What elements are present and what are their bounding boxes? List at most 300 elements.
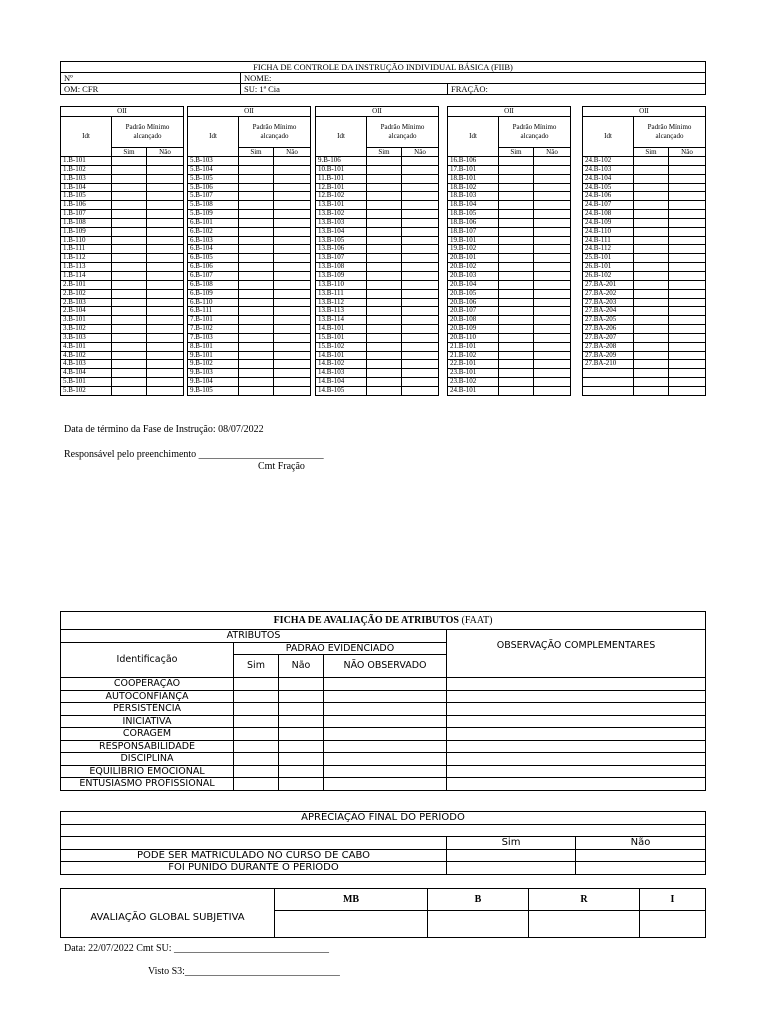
oii-sim-cell[interactable] xyxy=(367,245,402,254)
faat-observacao-cell[interactable] xyxy=(447,728,706,741)
oii-sim-cell[interactable] xyxy=(112,333,147,342)
oii-nao-cell[interactable] xyxy=(402,254,439,263)
oii-sim-cell[interactable] xyxy=(634,192,669,201)
faat-nao-observado-cell[interactable] xyxy=(324,678,447,691)
oii-nao-cell[interactable] xyxy=(669,307,706,316)
oii-sim-cell[interactable] xyxy=(367,236,402,245)
oii-sim-cell[interactable] xyxy=(634,165,669,174)
oii-sim-cell[interactable] xyxy=(239,298,274,307)
oii-sim-cell[interactable] xyxy=(634,378,669,387)
r-cell[interactable] xyxy=(529,911,640,938)
oii-nao-cell[interactable] xyxy=(669,174,706,183)
oii-sim-cell[interactable] xyxy=(112,183,147,192)
oii-sim-cell[interactable] xyxy=(367,271,402,280)
oii-nao-cell[interactable] xyxy=(147,325,184,334)
oii-sim-cell[interactable] xyxy=(367,174,402,183)
matriculado-sim-cell[interactable] xyxy=(447,849,576,862)
oii-sim-cell[interactable] xyxy=(239,157,274,166)
oii-nao-cell[interactable] xyxy=(669,157,706,166)
oii-nao-cell[interactable] xyxy=(402,174,439,183)
oii-nao-cell[interactable] xyxy=(147,218,184,227)
oii-nao-cell[interactable] xyxy=(669,210,706,219)
oii-sim-cell[interactable] xyxy=(367,298,402,307)
oii-sim-cell[interactable] xyxy=(499,192,534,201)
oii-nao-cell[interactable] xyxy=(534,254,571,263)
oii-nao-cell[interactable] xyxy=(147,210,184,219)
oii-sim-cell[interactable] xyxy=(112,218,147,227)
faat-nao-observado-cell[interactable] xyxy=(324,690,447,703)
oii-sim-cell[interactable] xyxy=(499,298,534,307)
oii-sim-cell[interactable] xyxy=(367,333,402,342)
faat-observacao-cell[interactable] xyxy=(447,753,706,766)
faat-observacao-cell[interactable] xyxy=(447,740,706,753)
oii-nao-cell[interactable] xyxy=(669,192,706,201)
oii-sim-cell[interactable] xyxy=(239,351,274,360)
oii-nao-cell[interactable] xyxy=(147,307,184,316)
oii-sim-cell[interactable] xyxy=(499,227,534,236)
oii-nao-cell[interactable] xyxy=(147,227,184,236)
faat-observacao-cell[interactable] xyxy=(447,678,706,691)
oii-sim-cell[interactable] xyxy=(112,307,147,316)
oii-nao-cell[interactable] xyxy=(534,174,571,183)
oii-nao-cell[interactable] xyxy=(274,236,311,245)
oii-nao-cell[interactable] xyxy=(147,254,184,263)
oii-sim-cell[interactable] xyxy=(634,174,669,183)
oii-nao-cell[interactable] xyxy=(147,351,184,360)
mb-cell[interactable] xyxy=(275,911,428,938)
oii-sim-cell[interactable] xyxy=(634,280,669,289)
oii-nao-cell[interactable] xyxy=(402,298,439,307)
oii-nao-cell[interactable] xyxy=(402,289,439,298)
faat-nao-cell[interactable] xyxy=(279,678,324,691)
oii-sim-cell[interactable] xyxy=(499,378,534,387)
faat-nao-cell[interactable] xyxy=(279,728,324,741)
oii-sim-cell[interactable] xyxy=(367,378,402,387)
oii-nao-cell[interactable] xyxy=(274,174,311,183)
oii-nao-cell[interactable] xyxy=(534,183,571,192)
faat-sim-cell[interactable] xyxy=(234,753,279,766)
oii-sim-cell[interactable] xyxy=(239,174,274,183)
oii-sim-cell[interactable] xyxy=(112,210,147,219)
oii-nao-cell[interactable] xyxy=(669,165,706,174)
oii-sim-cell[interactable] xyxy=(239,289,274,298)
oii-sim-cell[interactable] xyxy=(112,378,147,387)
oii-sim-cell[interactable] xyxy=(499,351,534,360)
oii-sim-cell[interactable] xyxy=(634,245,669,254)
oii-nao-cell[interactable] xyxy=(274,351,311,360)
oii-nao-cell[interactable] xyxy=(534,165,571,174)
oii-sim-cell[interactable] xyxy=(499,218,534,227)
oii-nao-cell[interactable] xyxy=(669,298,706,307)
oii-sim-cell[interactable] xyxy=(112,360,147,369)
oii-nao-cell[interactable] xyxy=(274,210,311,219)
fracao-field[interactable]: FRAÇÃO: xyxy=(448,84,706,95)
oii-sim-cell[interactable] xyxy=(112,280,147,289)
oii-nao-cell[interactable] xyxy=(274,316,311,325)
faat-nao-cell[interactable] xyxy=(279,715,324,728)
oii-nao-cell[interactable] xyxy=(534,227,571,236)
faat-nao-observado-cell[interactable] xyxy=(324,740,447,753)
oii-nao-cell[interactable] xyxy=(147,289,184,298)
oii-sim-cell[interactable] xyxy=(112,316,147,325)
oii-nao-cell[interactable] xyxy=(402,280,439,289)
oii-nao-cell[interactable] xyxy=(402,369,439,378)
oii-nao-cell[interactable] xyxy=(669,360,706,369)
faat-nao-cell[interactable] xyxy=(279,690,324,703)
oii-sim-cell[interactable] xyxy=(239,227,274,236)
faat-observacao-cell[interactable] xyxy=(447,690,706,703)
oii-nao-cell[interactable] xyxy=(534,342,571,351)
oii-sim-cell[interactable] xyxy=(239,369,274,378)
oii-nao-cell[interactable] xyxy=(147,386,184,395)
oii-nao-cell[interactable] xyxy=(669,342,706,351)
oii-sim-cell[interactable] xyxy=(112,386,147,395)
faat-observacao-cell[interactable] xyxy=(447,778,706,791)
oii-nao-cell[interactable] xyxy=(274,201,311,210)
oii-nao-cell[interactable] xyxy=(534,369,571,378)
oii-nao-cell[interactable] xyxy=(274,271,311,280)
oii-nao-cell[interactable] xyxy=(274,307,311,316)
oii-nao-cell[interactable] xyxy=(402,316,439,325)
oii-nao-cell[interactable] xyxy=(402,351,439,360)
oii-sim-cell[interactable] xyxy=(634,360,669,369)
oii-sim-cell[interactable] xyxy=(499,236,534,245)
oii-nao-cell[interactable] xyxy=(534,271,571,280)
oii-nao-cell[interactable] xyxy=(147,342,184,351)
oii-nao-cell[interactable] xyxy=(402,342,439,351)
oii-sim-cell[interactable] xyxy=(499,183,534,192)
oii-sim-cell[interactable] xyxy=(239,192,274,201)
faat-nao-cell[interactable] xyxy=(279,778,324,791)
oii-sim-cell[interactable] xyxy=(112,254,147,263)
oii-nao-cell[interactable] xyxy=(534,245,571,254)
oii-nao-cell[interactable] xyxy=(147,369,184,378)
oii-sim-cell[interactable] xyxy=(634,263,669,272)
oii-sim-cell[interactable] xyxy=(499,280,534,289)
oii-sim-cell[interactable] xyxy=(634,298,669,307)
oii-sim-cell[interactable] xyxy=(634,210,669,219)
oii-nao-cell[interactable] xyxy=(402,236,439,245)
oii-sim-cell[interactable] xyxy=(634,351,669,360)
oii-nao-cell[interactable] xyxy=(669,227,706,236)
oii-nao-cell[interactable] xyxy=(669,378,706,387)
faat-nao-observado-cell[interactable] xyxy=(324,778,447,791)
oii-nao-cell[interactable] xyxy=(147,263,184,272)
oii-sim-cell[interactable] xyxy=(499,360,534,369)
oii-sim-cell[interactable] xyxy=(112,236,147,245)
oii-sim-cell[interactable] xyxy=(499,271,534,280)
oii-nao-cell[interactable] xyxy=(274,386,311,395)
oii-nao-cell[interactable] xyxy=(534,386,571,395)
oii-sim-cell[interactable] xyxy=(112,289,147,298)
oii-nao-cell[interactable] xyxy=(534,263,571,272)
oii-nao-cell[interactable] xyxy=(274,325,311,334)
nome-field[interactable]: NOME: xyxy=(241,73,706,84)
oii-sim-cell[interactable] xyxy=(499,201,534,210)
oii-nao-cell[interactable] xyxy=(274,157,311,166)
oii-sim-cell[interactable] xyxy=(239,360,274,369)
oii-nao-cell[interactable] xyxy=(274,280,311,289)
oii-nao-cell[interactable] xyxy=(534,236,571,245)
faat-nao-observado-cell[interactable] xyxy=(324,715,447,728)
oii-nao-cell[interactable] xyxy=(274,289,311,298)
faat-nao-cell[interactable] xyxy=(279,740,324,753)
oii-sim-cell[interactable] xyxy=(367,192,402,201)
oii-nao-cell[interactable] xyxy=(669,245,706,254)
oii-nao-cell[interactable] xyxy=(147,280,184,289)
oii-nao-cell[interactable] xyxy=(402,333,439,342)
oii-nao-cell[interactable] xyxy=(534,351,571,360)
faat-sim-cell[interactable] xyxy=(234,703,279,716)
oii-nao-cell[interactable] xyxy=(402,307,439,316)
oii-nao-cell[interactable] xyxy=(534,289,571,298)
oii-sim-cell[interactable] xyxy=(239,236,274,245)
oii-nao-cell[interactable] xyxy=(147,183,184,192)
oii-nao-cell[interactable] xyxy=(669,263,706,272)
oii-sim-cell[interactable] xyxy=(634,342,669,351)
oii-nao-cell[interactable] xyxy=(669,316,706,325)
oii-sim-cell[interactable] xyxy=(367,360,402,369)
oii-sim-cell[interactable] xyxy=(499,307,534,316)
oii-sim-cell[interactable] xyxy=(112,342,147,351)
oii-nao-cell[interactable] xyxy=(402,201,439,210)
oii-nao-cell[interactable] xyxy=(147,157,184,166)
oii-sim-cell[interactable] xyxy=(239,271,274,280)
faat-nao-cell[interactable] xyxy=(279,765,324,778)
oii-nao-cell[interactable] xyxy=(147,271,184,280)
oii-sim-cell[interactable] xyxy=(239,210,274,219)
oii-sim-cell[interactable] xyxy=(112,263,147,272)
oii-sim-cell[interactable] xyxy=(112,227,147,236)
faat-observacao-cell[interactable] xyxy=(447,765,706,778)
oii-sim-cell[interactable] xyxy=(367,307,402,316)
oii-nao-cell[interactable] xyxy=(147,378,184,387)
oii-nao-cell[interactable] xyxy=(147,174,184,183)
oii-sim-cell[interactable] xyxy=(634,316,669,325)
oii-sim-cell[interactable] xyxy=(499,325,534,334)
oii-sim-cell[interactable] xyxy=(239,254,274,263)
oii-sim-cell[interactable] xyxy=(367,316,402,325)
oii-nao-cell[interactable] xyxy=(669,201,706,210)
oii-sim-cell[interactable] xyxy=(634,201,669,210)
oii-sim-cell[interactable] xyxy=(367,227,402,236)
oii-nao-cell[interactable] xyxy=(274,183,311,192)
oii-nao-cell[interactable] xyxy=(669,236,706,245)
oii-sim-cell[interactable] xyxy=(239,165,274,174)
oii-sim-cell[interactable] xyxy=(634,218,669,227)
oii-sim-cell[interactable] xyxy=(367,183,402,192)
faat-sim-cell[interactable] xyxy=(234,678,279,691)
oii-sim-cell[interactable] xyxy=(367,280,402,289)
oii-nao-cell[interactable] xyxy=(274,360,311,369)
oii-sim-cell[interactable] xyxy=(367,254,402,263)
faat-sim-cell[interactable] xyxy=(234,715,279,728)
oii-sim-cell[interactable] xyxy=(367,201,402,210)
oii-nao-cell[interactable] xyxy=(402,245,439,254)
oii-nao-cell[interactable] xyxy=(402,263,439,272)
oii-nao-cell[interactable] xyxy=(402,378,439,387)
oii-nao-cell[interactable] xyxy=(534,218,571,227)
oii-nao-cell[interactable] xyxy=(534,333,571,342)
faat-sim-cell[interactable] xyxy=(234,778,279,791)
oii-sim-cell[interactable] xyxy=(634,183,669,192)
oii-sim-cell[interactable] xyxy=(367,386,402,395)
oii-nao-cell[interactable] xyxy=(402,192,439,201)
faat-nao-cell[interactable] xyxy=(279,753,324,766)
faat-sim-cell[interactable] xyxy=(234,690,279,703)
oii-sim-cell[interactable] xyxy=(499,157,534,166)
oii-sim-cell[interactable] xyxy=(499,289,534,298)
oii-sim-cell[interactable] xyxy=(239,245,274,254)
oii-nao-cell[interactable] xyxy=(402,157,439,166)
oii-nao-cell[interactable] xyxy=(402,218,439,227)
oii-sim-cell[interactable] xyxy=(239,218,274,227)
oii-nao-cell[interactable] xyxy=(274,333,311,342)
oii-nao-cell[interactable] xyxy=(147,298,184,307)
oii-sim-cell[interactable] xyxy=(112,192,147,201)
oii-sim-cell[interactable] xyxy=(367,351,402,360)
oii-sim-cell[interactable] xyxy=(499,245,534,254)
oii-sim-cell[interactable] xyxy=(112,298,147,307)
oii-nao-cell[interactable] xyxy=(274,263,311,272)
oii-nao-cell[interactable] xyxy=(147,192,184,201)
oii-sim-cell[interactable] xyxy=(634,236,669,245)
oii-nao-cell[interactable] xyxy=(147,333,184,342)
oii-nao-cell[interactable] xyxy=(534,360,571,369)
oii-sim-cell[interactable] xyxy=(239,325,274,334)
i-cell[interactable] xyxy=(640,911,706,938)
oii-sim-cell[interactable] xyxy=(634,369,669,378)
oii-nao-cell[interactable] xyxy=(147,201,184,210)
oii-nao-cell[interactable] xyxy=(534,316,571,325)
faat-sim-cell[interactable] xyxy=(234,765,279,778)
faat-sim-cell[interactable] xyxy=(234,728,279,741)
oii-sim-cell[interactable] xyxy=(634,271,669,280)
oii-nao-cell[interactable] xyxy=(669,369,706,378)
oii-sim-cell[interactable] xyxy=(634,157,669,166)
oii-nao-cell[interactable] xyxy=(274,218,311,227)
oii-nao-cell[interactable] xyxy=(402,360,439,369)
faat-observacao-cell[interactable] xyxy=(447,715,706,728)
oii-nao-cell[interactable] xyxy=(534,378,571,387)
oii-sim-cell[interactable] xyxy=(499,333,534,342)
oii-nao-cell[interactable] xyxy=(669,183,706,192)
oii-nao-cell[interactable] xyxy=(402,210,439,219)
oii-nao-cell[interactable] xyxy=(274,298,311,307)
oii-sim-cell[interactable] xyxy=(499,263,534,272)
oii-sim-cell[interactable] xyxy=(367,210,402,219)
oii-sim-cell[interactable] xyxy=(367,289,402,298)
oii-sim-cell[interactable] xyxy=(634,333,669,342)
oii-sim-cell[interactable] xyxy=(239,316,274,325)
oii-nao-cell[interactable] xyxy=(534,298,571,307)
oii-sim-cell[interactable] xyxy=(499,254,534,263)
oii-sim-cell[interactable] xyxy=(239,333,274,342)
oii-nao-cell[interactable] xyxy=(669,333,706,342)
oii-sim-cell[interactable] xyxy=(112,369,147,378)
punido-sim-cell[interactable] xyxy=(447,862,576,875)
oii-sim-cell[interactable] xyxy=(112,245,147,254)
faat-sim-cell[interactable] xyxy=(234,740,279,753)
oii-nao-cell[interactable] xyxy=(669,289,706,298)
oii-nao-cell[interactable] xyxy=(534,325,571,334)
oii-sim-cell[interactable] xyxy=(499,174,534,183)
oii-sim-cell[interactable] xyxy=(112,351,147,360)
oii-sim-cell[interactable] xyxy=(239,386,274,395)
oii-sim-cell[interactable] xyxy=(112,165,147,174)
oii-nao-cell[interactable] xyxy=(274,342,311,351)
oii-sim-cell[interactable] xyxy=(239,201,274,210)
oii-sim-cell[interactable] xyxy=(367,157,402,166)
oii-nao-cell[interactable] xyxy=(669,218,706,227)
faat-nao-observado-cell[interactable] xyxy=(324,728,447,741)
faat-nao-observado-cell[interactable] xyxy=(324,703,447,716)
oii-sim-cell[interactable] xyxy=(367,325,402,334)
oii-sim-cell[interactable] xyxy=(499,342,534,351)
oii-nao-cell[interactable] xyxy=(147,360,184,369)
oii-nao-cell[interactable] xyxy=(402,165,439,174)
oii-nao-cell[interactable] xyxy=(534,210,571,219)
oii-nao-cell[interactable] xyxy=(274,227,311,236)
oii-sim-cell[interactable] xyxy=(239,280,274,289)
oii-sim-cell[interactable] xyxy=(239,342,274,351)
oii-sim-cell[interactable] xyxy=(239,183,274,192)
oii-nao-cell[interactable] xyxy=(534,192,571,201)
oii-sim-cell[interactable] xyxy=(634,227,669,236)
oii-nao-cell[interactable] xyxy=(669,325,706,334)
numero-field[interactable]: Nº xyxy=(61,73,241,84)
b-cell[interactable] xyxy=(428,911,529,938)
oii-nao-cell[interactable] xyxy=(402,325,439,334)
oii-sim-cell[interactable] xyxy=(112,201,147,210)
oii-nao-cell[interactable] xyxy=(147,316,184,325)
oii-nao-cell[interactable] xyxy=(534,280,571,289)
faat-nao-observado-cell[interactable] xyxy=(324,765,447,778)
oii-sim-cell[interactable] xyxy=(499,165,534,174)
oii-sim-cell[interactable] xyxy=(239,263,274,272)
oii-nao-cell[interactable] xyxy=(274,165,311,174)
oii-nao-cell[interactable] xyxy=(402,386,439,395)
oii-sim-cell[interactable] xyxy=(634,325,669,334)
oii-nao-cell[interactable] xyxy=(534,307,571,316)
oii-sim-cell[interactable] xyxy=(367,369,402,378)
oii-nao-cell[interactable] xyxy=(147,236,184,245)
punido-nao-cell[interactable] xyxy=(576,862,706,875)
faat-observacao-cell[interactable] xyxy=(447,703,706,716)
oii-sim-cell[interactable] xyxy=(634,289,669,298)
oii-sim-cell[interactable] xyxy=(112,271,147,280)
oii-sim-cell[interactable] xyxy=(634,254,669,263)
oii-nao-cell[interactable] xyxy=(274,192,311,201)
faat-nao-observado-cell[interactable] xyxy=(324,753,447,766)
oii-sim-cell[interactable] xyxy=(112,325,147,334)
oii-nao-cell[interactable] xyxy=(669,351,706,360)
oii-sim-cell[interactable] xyxy=(499,210,534,219)
oii-sim-cell[interactable] xyxy=(499,316,534,325)
oii-nao-cell[interactable] xyxy=(274,245,311,254)
oii-nao-cell[interactable] xyxy=(274,378,311,387)
oii-nao-cell[interactable] xyxy=(534,201,571,210)
oii-sim-cell[interactable] xyxy=(634,307,669,316)
oii-sim-cell[interactable] xyxy=(634,386,669,395)
oii-nao-cell[interactable] xyxy=(534,157,571,166)
oii-nao-cell[interactable] xyxy=(402,271,439,280)
faat-nao-cell[interactable] xyxy=(279,703,324,716)
oii-sim-cell[interactable] xyxy=(112,174,147,183)
oii-nao-cell[interactable] xyxy=(402,183,439,192)
oii-nao-cell[interactable] xyxy=(274,254,311,263)
oii-nao-cell[interactable] xyxy=(147,245,184,254)
